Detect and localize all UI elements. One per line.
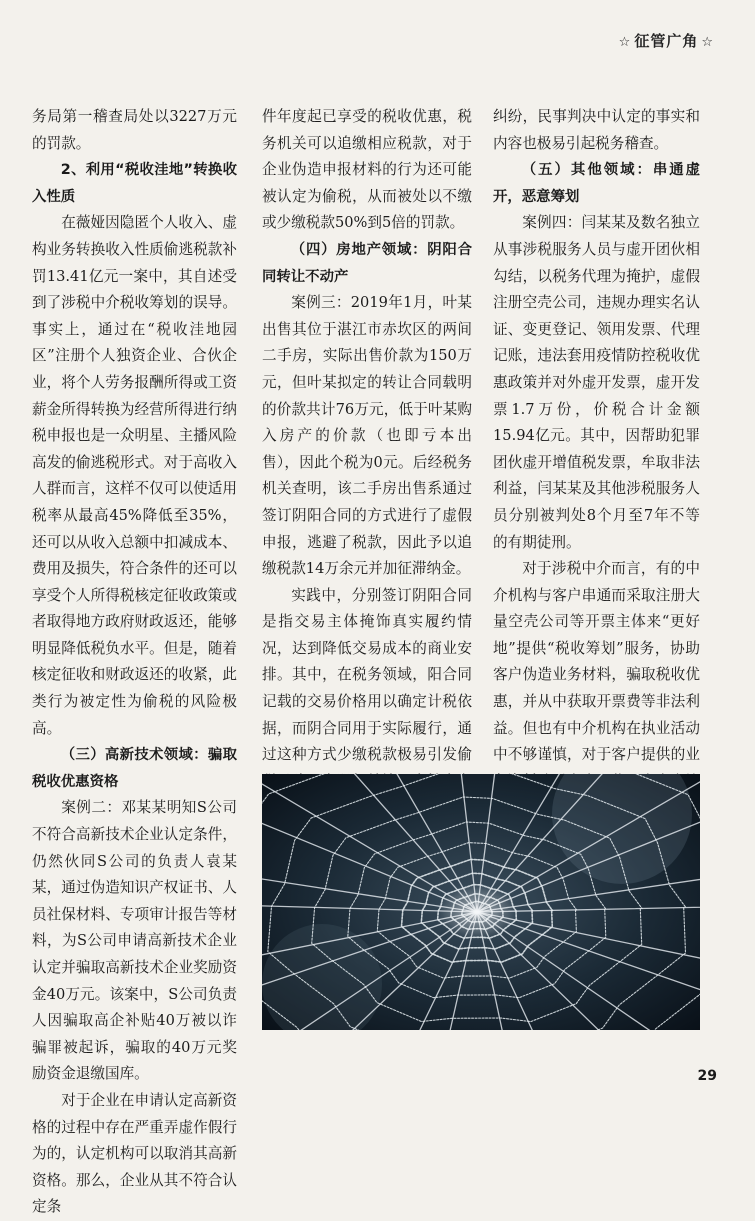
- paragraph: 案例三：2019年1月，叶某出售其位于湛江市赤坎区的两间二手房，实际出售价款为150万元，但叶某拟定的转让合同载明的价款共计76万元，低于叶某购入房产的价款（也即亏本出售），因此个税为0元。后经税务机关查明，该二手房出售系通过签订阴阳合同的方式进行了虚假申报，逃避了税款，因此予以追缴税款14万余元并加征滞纳金。: [262, 294, 472, 578]
- paragraph: 对于企业在申请认定高新资格的过程中存在严重弄虚作假行为的，认定机构可以取消其高新资格。那么，企业从其不符合认定条: [32, 1091, 237, 1216]
- paragraph: 纠纷，民事判决中认定的事实和内容也极易引起税务稽查。: [493, 108, 700, 152]
- star-icon: ☆: [701, 35, 714, 50]
- section-title: 征管广角: [634, 32, 699, 50]
- paragraph: 务局第一稽查局处以3227万元的罚款。: [32, 108, 237, 152]
- page-number: 29: [697, 1068, 717, 1084]
- paragraph: 实践中，分别签订阴阳合同是指交易主体掩饰真实履约情况，达到降低交易成本的商业安排。其中，在税务领域，阳合同记载的交易价格用以确定计税依据，而阴合同用于实际履行，通过这种方式少缴税款极易引发偷: [262, 586, 472, 764]
- column-3: [493, 104, 700, 875]
- paragraph: 案例二：邓某某明知S公司不符合高新技术企业认定条件，仍然伙同S公司的负责人袁某某，通过伪造知识产权证书、人员社保材料、专项审计报告等材料，为S公司申请高新技术企业认定并骗取高新技术企业奖励资金40万元。该案中，S公司负责人因骗取高企补贴40万被以诈骗罪被起诉，骗取的40万元奖励资金退缴国库。: [32, 799, 237, 1083]
- column-1: [32, 104, 237, 1221]
- paragraph: 对于涉税中介而言，有的中介机构与客户串通而采取注册大量空壳公司等开票主体来“更好地”提供“税收筹划”服务，协助客户伪造业务材料，骗取税收优惠，并从中获取开票费等非法利益。但也有中介机构在执业活动中不够谨慎，对于客户提供的业: [493, 560, 700, 764]
- star-icon: ☆: [618, 35, 632, 50]
- paragraph: 在薇娅因隐匿个人收入、虚构业务转换收入性质偷逃税款补罚13.41亿元一案中，其自述受到了涉税中介税收筹划的误导。事实上，通过在“税收洼地园区”注册个人独资企业、合伙企业，将个人劳务报酬所得或工资薪金所得转换为经营所得进行纳税申报也是一众明星、主播风险高发的偷逃税形式。对于高收入人群而言，这样不仅可以使适用税率从最高45%降低至35%，还可以从收入总额中扣减成本、费用及损失，符合条件的还可以享受个人所得税核定征收政策或者取得地方政府财政返还，能够明显降低税负水平。但是，随着核定征收和财政返还的收紧，此类行为被定性为偷税的风险极高。: [32, 214, 237, 737]
- section-heading: （五）其他领域：串通虚开，恶意筹划: [493, 162, 700, 205]
- section-heading: （三）高新技术领域：骗取税收优惠资格: [32, 747, 237, 790]
- spider-web-photo: [262, 774, 700, 1030]
- section-header: [616, 30, 717, 51]
- paragraph: 案例四：闫某某及数名独立从事涉税服务人员与虚开团伙相勾结，以税务代理为掩护，虚假注册空壳公司，违规办理实名认证、变更登记、领用发票、代理记账，违法套用疫情防控税收优惠政策并对外虚开发票，虚开发票1.7万份，价税合计金额15.94亿元。其中，因帮助犯罪团伙虚开增值税发票，牟取非法利益，闫某某及其他涉税服务人员分别被判处8个月至7年不等的有期徒刑。: [493, 214, 700, 551]
- column-2: [262, 104, 472, 849]
- paragraph: 件年度起已享受的税收优惠，税务机关可以追缴相应税款，对于企业伪造申报材料的行为还可能被认定为偷税，从而被处以不缴或少缴税款50%到5倍的罚款。: [262, 108, 472, 232]
- section-heading: 2、利用“税收洼地”转换收入性质: [32, 162, 237, 205]
- section-heading: （四）房地产领域：阴阳合同转让不动产: [262, 241, 472, 285]
- spider-web-image: [262, 774, 700, 1030]
